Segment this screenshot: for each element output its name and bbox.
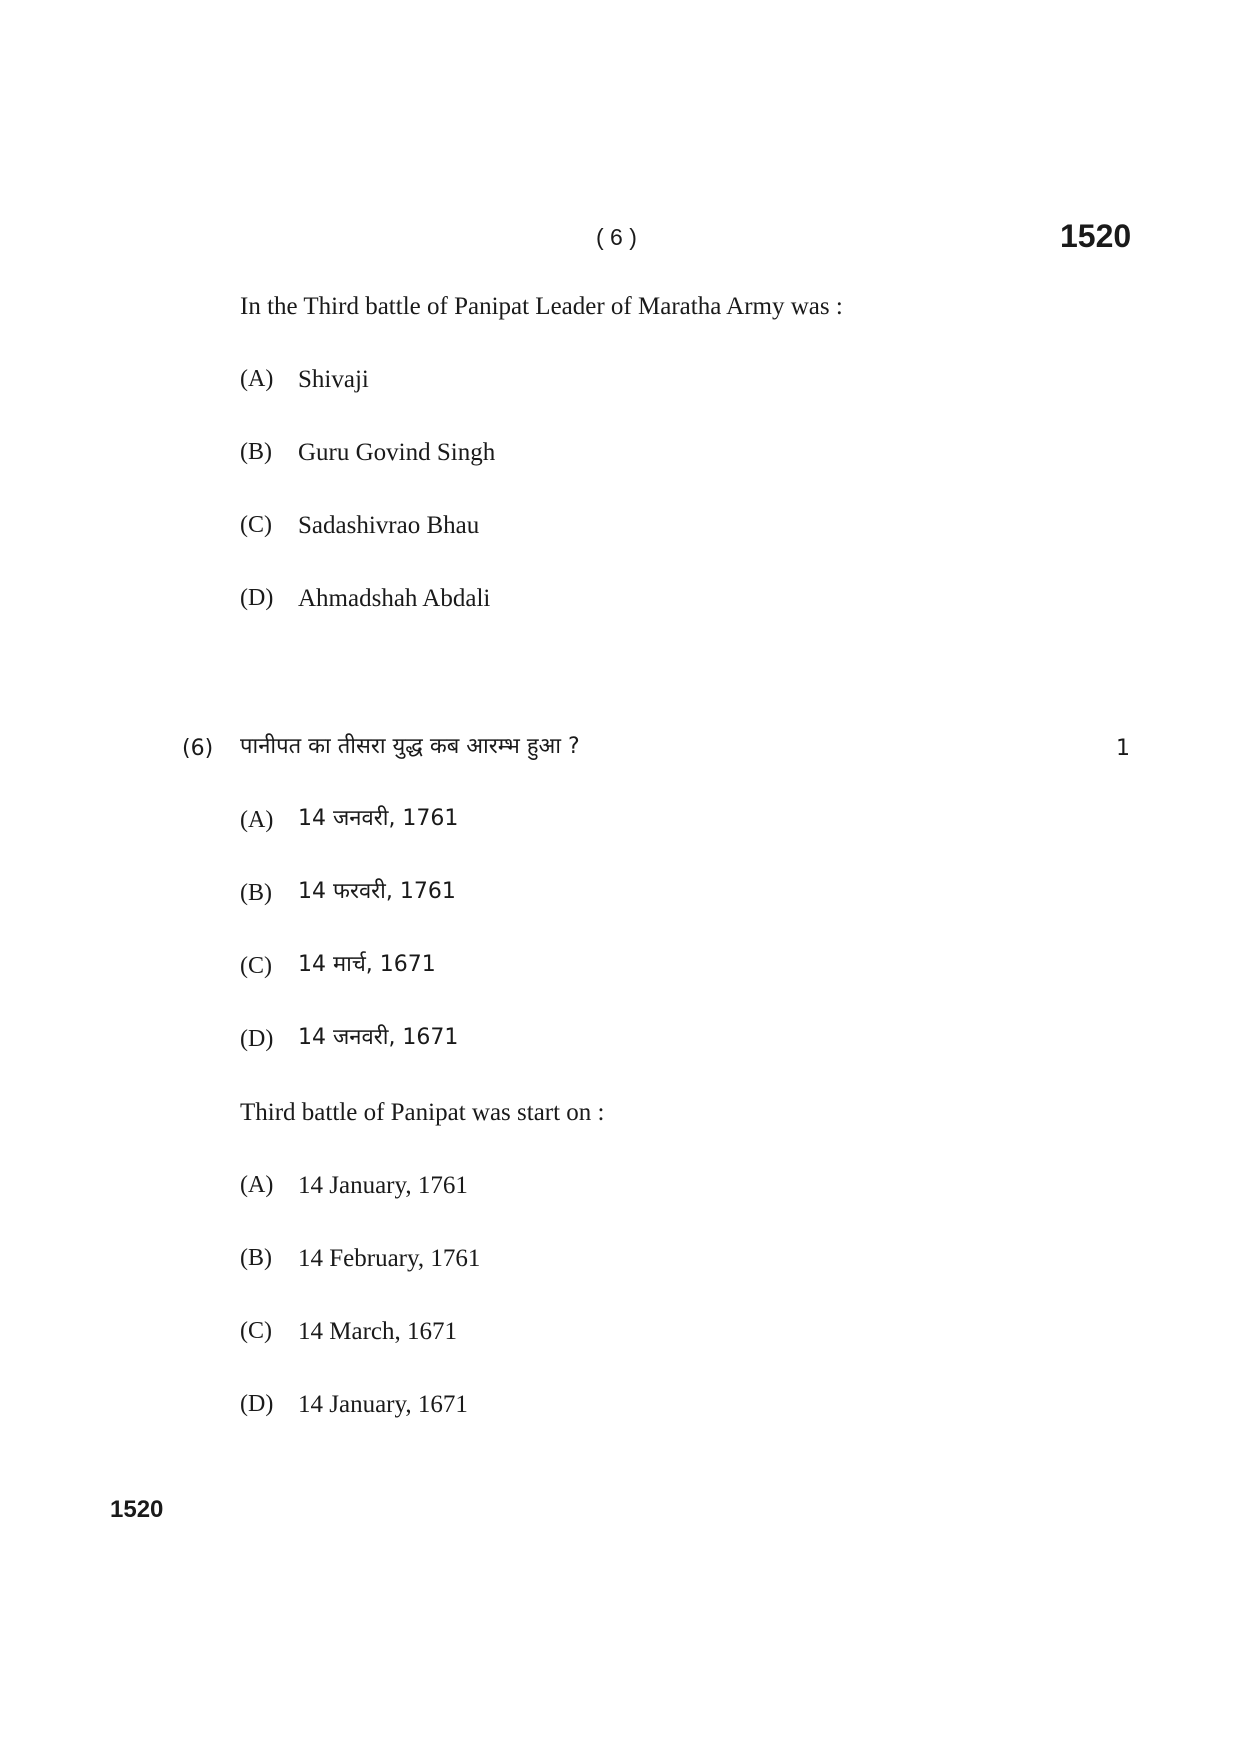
- question-marks: 1: [1116, 736, 1130, 761]
- option-text-b: Guru Govind Singh: [298, 439, 496, 466]
- option-text-b-en: 14 February, 1761: [298, 1245, 481, 1272]
- paper-code-footer: 1520: [110, 1496, 164, 1523]
- option-text-b-hi: 14 फरवरी, 1761: [298, 879, 456, 904]
- option-text-c-hi: 14 मार्च, 1671: [298, 952, 436, 977]
- option-letter-a: (A): [240, 366, 274, 392]
- option-letter-b-en: (B): [240, 1245, 272, 1271]
- page-number: ( 6 ): [596, 224, 637, 250]
- option-text-a-hi: 14 जनवरी, 1761: [298, 806, 459, 831]
- option-letter-d-hi: (D): [240, 1026, 274, 1052]
- option-letter-c-hi: (C): [240, 953, 272, 979]
- option-text-d-hi: 14 जनवरी, 1671: [298, 1025, 459, 1050]
- option-text-d-en: 14 January, 1671: [298, 1391, 468, 1418]
- option-letter-c: (C): [240, 512, 272, 538]
- option-text-a-en: 14 January, 1761: [298, 1172, 468, 1199]
- question-number: (6): [182, 736, 214, 761]
- paper-code-header: 1520: [1060, 218, 1132, 254]
- option-letter-a-hi: (A): [240, 807, 274, 833]
- question-text-en-6: Third battle of Panipat was start on :: [240, 1099, 605, 1126]
- option-letter-b-hi: (B): [240, 880, 272, 906]
- question-text-hi: पानीपत का तीसरा युद्ध कब आरम्भ हुआ ?: [240, 734, 580, 759]
- option-text-d: Ahmadshah Abdali: [298, 585, 491, 612]
- question-text-en: In the Third battle of Panipat Leader of Maratha Army was :: [240, 293, 843, 320]
- option-letter-d: (D): [240, 585, 274, 611]
- option-text-c-en: 14 March, 1671: [298, 1318, 457, 1345]
- option-text-c: Sadashivrao Bhau: [298, 512, 480, 539]
- option-letter-a-en: (A): [240, 1172, 274, 1198]
- option-letter-b: (B): [240, 439, 272, 465]
- option-letter-c-en: (C): [240, 1318, 272, 1344]
- option-text-a: Shivaji: [298, 366, 369, 393]
- option-letter-d-en: (D): [240, 1391, 274, 1417]
